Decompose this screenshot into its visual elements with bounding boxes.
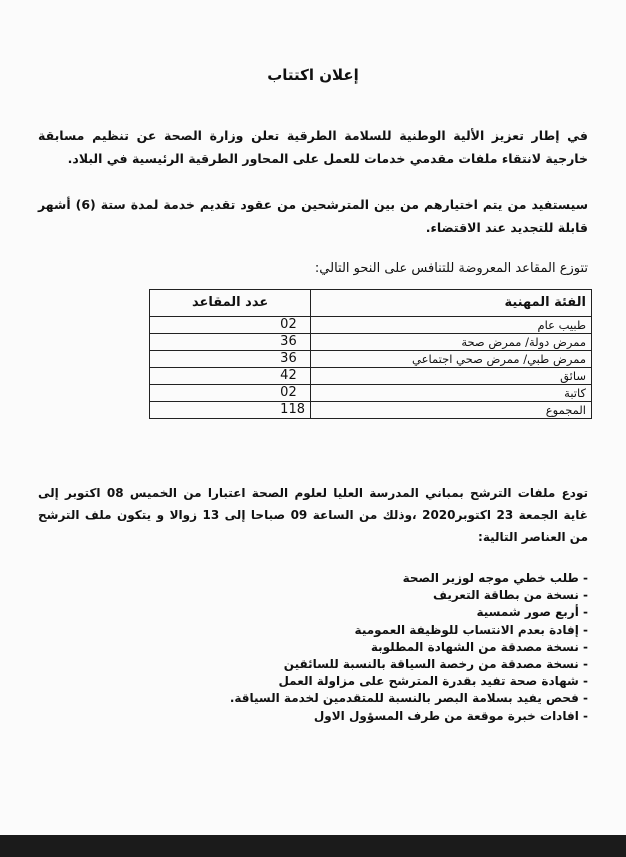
list-item: - نسخة من بطاقة التعريف [38, 587, 588, 604]
row-seats: 02 [150, 317, 311, 334]
row-seats: 36 [150, 334, 311, 351]
seats-table-header-row [150, 290, 592, 317]
total-label: المجموع [311, 402, 592, 419]
list-item: - افادات خبرة موقعة من طرف المسؤول الاول [38, 708, 588, 725]
announcement-title: إعلان اكتتاب [267, 66, 359, 84]
intro-paragraph: في إطار تعزيز الألية الوطنية للسلامة الطرقية تعلن وزارة الصحة عن تنظيم مسابقة خارجية لانتقاء ملفات مقدمي خدمات للعمل على المحاور الطرقية الرئيسية في البلاد. [38, 128, 588, 166]
table-total-row [150, 402, 592, 419]
list-item: - إفادة بعدم الانتساب للوظيفة العمومية [38, 622, 588, 639]
row-category: ممرض دولة/ ممرض صحة [311, 334, 592, 351]
table-row [150, 351, 592, 368]
distribution-intro: تتوزع المقاعد المعروضة للتنافس على النحو التالي: [314, 261, 588, 276]
list-item: - أربع صور شمسية [38, 604, 588, 621]
table-row [150, 334, 592, 351]
list-item: - طلب خطي موجه لوزير الصحة [38, 570, 588, 587]
bottom-edge-bar [0, 835, 626, 857]
total-seats: 118 [150, 402, 311, 419]
header-category: الفئة المهنية [311, 290, 592, 317]
table-row [150, 368, 592, 385]
requirements-list [38, 570, 588, 725]
contract-paragraph: سيستفيد من يتم اختيارهم من بين المترشحين من عقود تقديم خدمة لمدة ستة (6) أشهر قابلة للتجديد عند الاقتضاء. [38, 197, 589, 235]
seats-table [149, 289, 592, 419]
list-item: - نسخة مصدقة من الشهادة المطلوبة [38, 639, 588, 656]
row-category: سائق [311, 368, 592, 385]
row-category: طبيب عام [311, 317, 592, 334]
list-item: - نسخة مصدقة من رخصة السياقة بالنسبة للسائقين [38, 656, 588, 673]
row-seats: 36 [150, 351, 311, 368]
header-seats: عدد المقاعد [150, 290, 311, 317]
row-seats: 42 [150, 368, 311, 385]
row-seats: 02 [150, 385, 311, 402]
list-item: - فحص يفيد بسلامة البصر بالنسبة للمتقدمين لخدمة السياقة. [38, 690, 588, 707]
table-row [150, 317, 592, 334]
list-item: - شهادة صحة تفيد بقدرة المترشح على مزاولة العمل [38, 673, 588, 690]
table-row [150, 385, 592, 402]
row-category: كاتبة [311, 385, 592, 402]
row-category: ممرض طبي/ ممرض صحي اجتماعي [311, 351, 592, 368]
submission-paragraph: تودع ملفات الترشح بمباني المدرسة العليا لعلوم الصحة اعتبارا من الخميس 08 اكتوبر إلى غاية الجمعة 23 اكتوبر2020 ،وذلك من الساعة 09 صباحا إلى 13 زوالا و يتكون ملف الترشح من العناصر التالية: [38, 486, 588, 544]
